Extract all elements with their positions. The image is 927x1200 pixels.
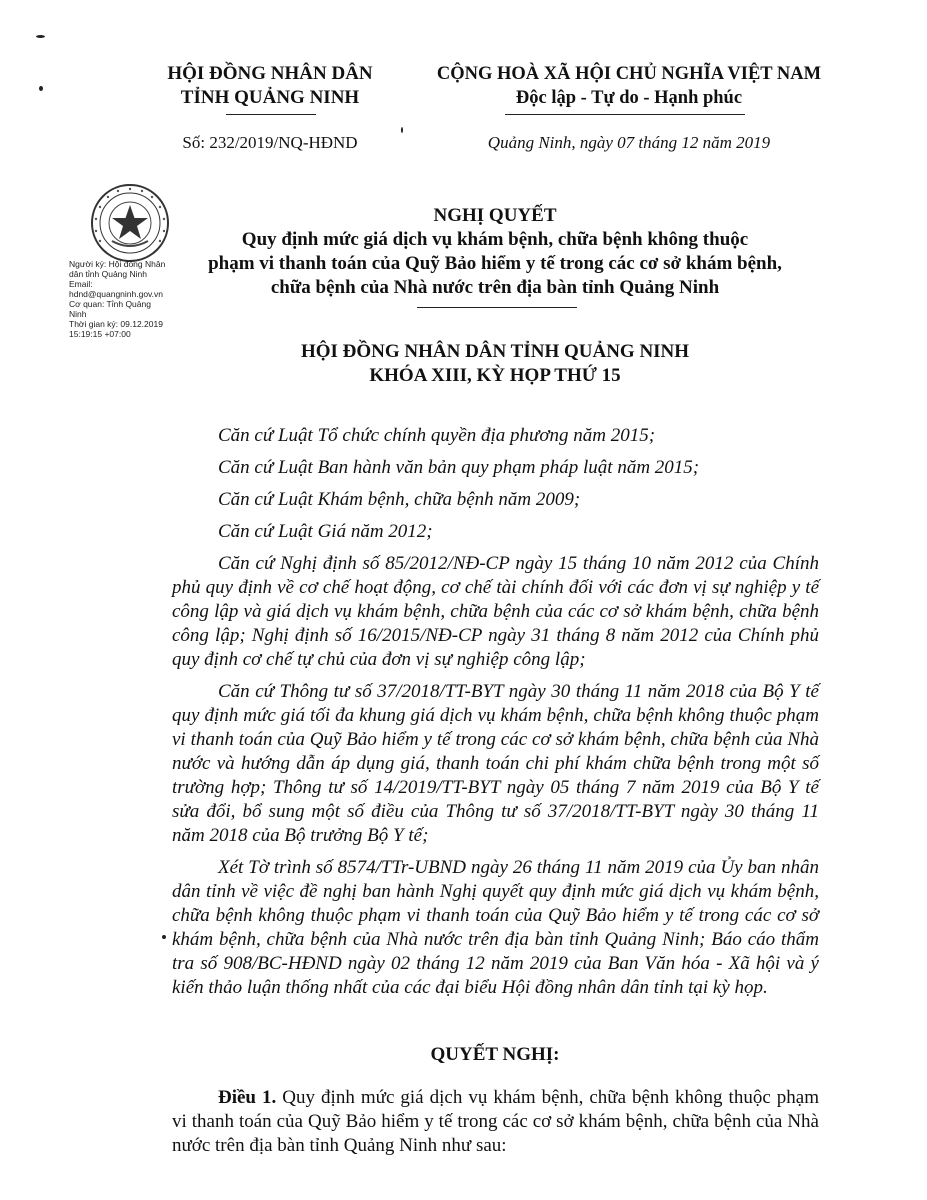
org-line1: HỘI ĐỒNG NHÂN DÂN	[167, 63, 373, 84]
sig-line: 15:19:15 +07:00	[69, 329, 131, 339]
sig-line: Thời gian ký: 09.12.2019	[69, 319, 163, 329]
scan-mark	[39, 86, 43, 91]
article-text: Quy định mức giá dịch vụ khám bệnh, chữa bệnh không thuộc phạm vi thanh toán của Quỹ Bảo hiểm y tế trong các cơ sở khám bệnh, chữa bệnh của Nhà nước trên địa bàn tỉnh Quảng Ninh như sau:	[172, 1087, 819, 1156]
sig-line: Email:	[69, 279, 93, 289]
title-main: NGHỊ QUYẾT	[433, 205, 557, 226]
council-line2: KHÓA XIII, KỲ HỌP THỨ 15	[369, 365, 621, 386]
legal-basis: Căn cứ Luật Tổ chức chính quyền địa phương năm 2015;	[218, 425, 656, 446]
article-label: Điều 1.	[218, 1087, 277, 1108]
council-heading	[150, 340, 840, 388]
org-line2: TỈNH QUẢNG NINH	[180, 87, 360, 108]
legal-basis: Căn cứ Luật Ban hành văn bản quy phạm pháp luật năm 2015;	[218, 457, 700, 478]
decision-heading: QUYẾT NGHỊ:	[430, 1044, 560, 1065]
sig-line: Cơ quan: Tỉnh Quảng	[69, 299, 151, 309]
doc-number: Số: 232/2019/NQ-HĐND	[182, 133, 358, 152]
document-title	[150, 204, 840, 300]
council-line1: HỘI ĐỒNG NHÂN DÂN TỈNH QUẢNG NINH	[300, 341, 690, 362]
nation-line2: Độc lập - Tự do - Hạnh phúc	[515, 88, 743, 108]
title-sub-line: chữa bệnh của Nhà nước trên địa bàn tỉnh Quảng Ninh	[270, 277, 720, 298]
legal-bases	[172, 424, 819, 1000]
issuing-authority	[150, 62, 390, 110]
sig-line: Người ký: Hội đồng Nhân	[69, 259, 166, 269]
sig-line: dân tỉnh Quảng Ninh	[69, 269, 147, 279]
title-sub-line: phạm vi thanh toán của Quỹ Bảo hiểm y tế trong các cơ sở khám bệnh,	[208, 253, 782, 274]
legal-basis-circular: Căn cứ Thông tư số 37/2018/TT-BYT ngày 30 tháng 11 năm 2018 của Bộ Y tế quy định mức giá tối đa khung giá dịch vụ khám bệnh, chữa bệnh không thuộc phạm vi thanh toán của Quỹ Bảo hiểm y tế trong các cơ sở khám bệnh, chữa bệnh của Nhà nước và hướng dẫn áp dụng giá, thanh toán chi phí khám chữa bệnh trong một số trường hợp; Thông tư số 14/2019/TT-BYT ngày 05 tháng 7 năm 2019 của Bộ Y tế sửa đổi, bổ sung một số điều của Thông tư số 37/2018/TT-BYT ngày 30 tháng 11 năm 2018 của Bộ trưởng Bộ Y tế;	[172, 681, 819, 846]
sig-line: hdnd@quangninh.gov.vn	[69, 289, 164, 299]
national-motto	[413, 62, 845, 110]
scan-mark	[401, 127, 403, 133]
title-underline	[417, 307, 577, 308]
title-sub-line: Quy định mức giá dịch vụ khám bệnh, chữa bệnh không thuộc	[241, 229, 749, 250]
consideration: Xét Tờ trình số 8574/TTr-UBND ngày 26 tháng 11 năm 2019 của Ủy ban nhân dân tỉnh về việc đề nghị ban hành Nghị quyết quy định mức giá dịch vụ khám bệnh, chữa bệnh không thuộc phạm vi thanh toán của Quỹ Bảo hiểm y tế trong các cơ sở khám bệnh, chữa bệnh của Nhà nước trên địa bàn tỉnh Quảng Ninh; Báo cáo thẩm tra số 908/BC-HĐND ngày 02 tháng 12 năm 2019 của Ban Văn hóa - Xã hội và ý kiến thảo luận thống nhất của các đại biểu Hội đồng nhân dân tỉnh tại kỳ họp.	[172, 857, 819, 998]
nation-line1: CỘNG HOÀ XÃ HỘI CHỦ NGHĨA VIỆT NAM	[436, 64, 822, 84]
article-1	[172, 1086, 819, 1158]
place-date: Quảng Ninh, ngày 07 tháng 12 năm 2019	[487, 133, 771, 152]
motto-underline	[505, 114, 745, 115]
scan-mark	[162, 935, 166, 939]
legal-basis: Căn cứ Luật Khám bệnh, chữa bệnh năm 2009;	[218, 489, 581, 510]
legal-basis: Căn cứ Luật Giá năm 2012;	[218, 521, 433, 542]
sig-line: Ninh	[69, 309, 87, 319]
legal-basis-decree: Căn cứ Nghị định số 85/2012/NĐ-CP ngày 15 tháng 10 năm 2012 của Chính phủ quy định về cơ chế hoạt động, cơ chế tài chính đối với các đơn vị sự nghiệp y tế công lập và giá dịch vụ khám bệnh, chữa bệnh của các cơ sở khám bệnh, chữa bệnh công lập; Nghị định số 16/2015/NĐ-CP ngày 31 tháng 8 năm 2012 của Chính phủ quy định cơ chế tự chủ của đơn vị sự nghiệp công lập;	[172, 553, 819, 670]
scan-mark	[36, 35, 45, 38]
org-underline	[226, 114, 316, 115]
